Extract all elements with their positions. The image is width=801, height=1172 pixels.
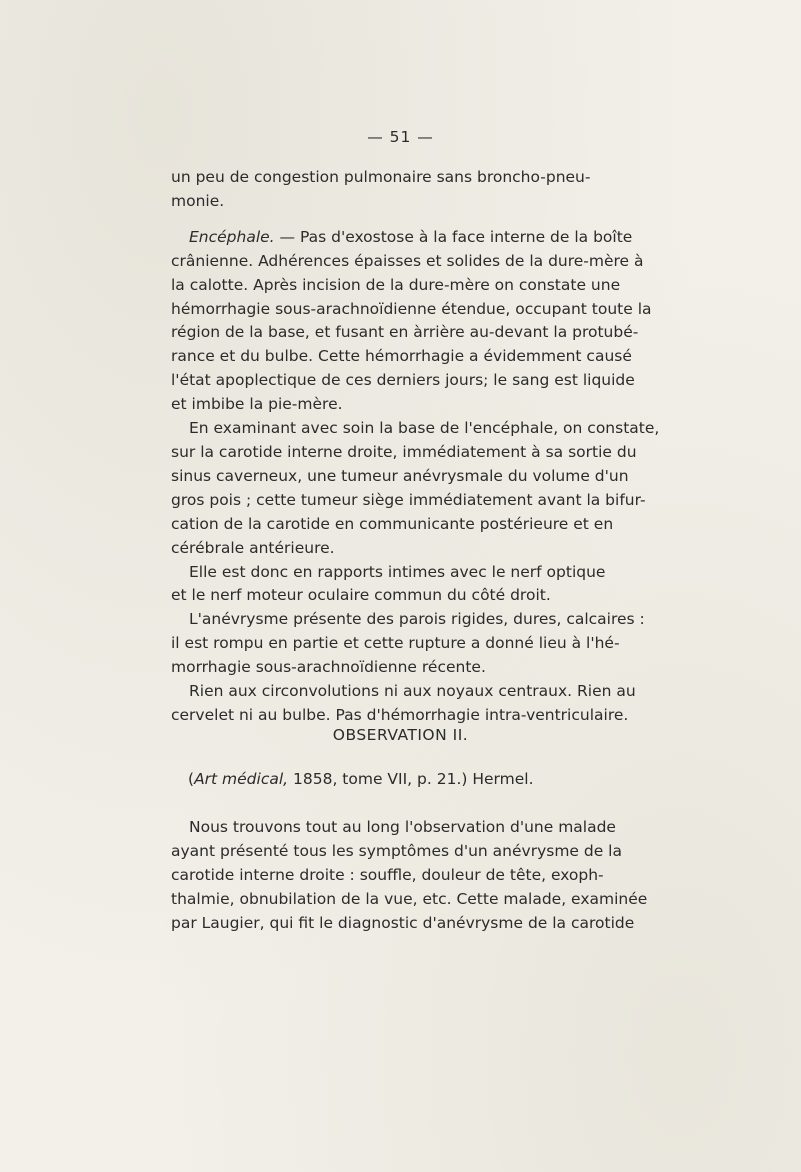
paragraph	[171, 166, 749, 214]
text-line: Rien aux circonvolutions ni aux noyaux centraux. Rien au	[189, 682, 636, 701]
text-line: gros pois ; cette tumeur siège immédiatement avant la bifur-	[171, 490, 646, 509]
paragraph	[171, 608, 749, 680]
text-line: sur la carotide interne droite, immédiatement à sa sortie du	[171, 442, 637, 461]
text-line: il est rompu en partie et cette rupture a donné lieu à l'hé-	[171, 634, 620, 653]
section-lead: Encéphale.	[189, 227, 275, 246]
text-line: — Pas d'exostose à la face interne de la boîte	[274, 227, 633, 246]
paragraph	[171, 561, 749, 609]
text-line: cervelet ni au bulbe. Pas d'hémorrhagie intra-ventriculaire.	[171, 705, 629, 724]
observation-title: OBSERVATION II.	[332, 726, 469, 744]
text-line: Elle est donc en rapports intimes avec le nerf optique	[189, 562, 606, 581]
body-text-lower	[171, 816, 749, 936]
text-line: ayant présenté tous les symptômes d'un anévrysme de la	[171, 841, 622, 860]
text-line: et imbibe la pie-mère.	[171, 395, 343, 414]
source-details: 1858, tome VII, p. 21.) Hermel.	[288, 770, 534, 788]
text-line: cation de la carotide en communicante postérieure et en	[171, 514, 614, 533]
text-line: monie.	[171, 191, 225, 210]
text-line: par Laugier, qui fit le diagnostic d'anévrysme de la carotide	[171, 913, 635, 932]
observation-source	[188, 770, 534, 788]
paragraph	[171, 680, 749, 728]
text-line: rance et du bulbe. Cette hémorrhagie a évidemment causé	[171, 347, 632, 366]
text-line: thalmie, obnubilation de la vue, etc. Cette malade, examinée	[171, 889, 648, 908]
text-line: région de la base, et fusant en àrrière au-devant la protubé-	[171, 323, 639, 342]
text-line: hémorrhagie sous-arachnoïdienne étendue, occupant toute la	[171, 299, 652, 318]
text-line: un peu de congestion pulmonaire sans broncho-pneu-	[171, 168, 591, 186]
paragraph	[171, 816, 749, 936]
page-number: — 51 —	[367, 128, 434, 146]
text-line: crânienne. Adhérences épaisses et solides de la dure-mère à	[171, 251, 644, 270]
text-line: En examinant avec soin la base de l'encéphale, on constate,	[189, 419, 660, 438]
text-line: L'anévrysme présente des parois rigides, dures, calcaires :	[189, 610, 645, 629]
text-line: morrhagie sous-arachnoïdienne récente.	[171, 658, 486, 677]
paragraph-encephale	[171, 226, 749, 417]
text-line: carotide interne droite : souffle, douleur de tête, exoph-	[171, 865, 604, 884]
paragraph	[171, 417, 749, 560]
text-line: Nous trouvons tout au long l'observation d'une malade	[189, 818, 616, 836]
body-text-upper	[171, 166, 749, 728]
text-line: l'état apoplectique de ces derniers jours; le sang est liquide	[171, 371, 635, 390]
text-line: la calotte. Après incision de la dure-mère on constate une	[171, 275, 621, 294]
text-line: cérébrale antérieure.	[171, 538, 335, 557]
text-line: et le nerf moteur oculaire commun du côté droit.	[171, 586, 551, 605]
source-journal: Art médical,	[194, 770, 289, 788]
text-line: sinus caverneux, une tumeur anévrysmale du volume d'un	[171, 466, 629, 485]
source-open-paren: (	[188, 770, 195, 788]
